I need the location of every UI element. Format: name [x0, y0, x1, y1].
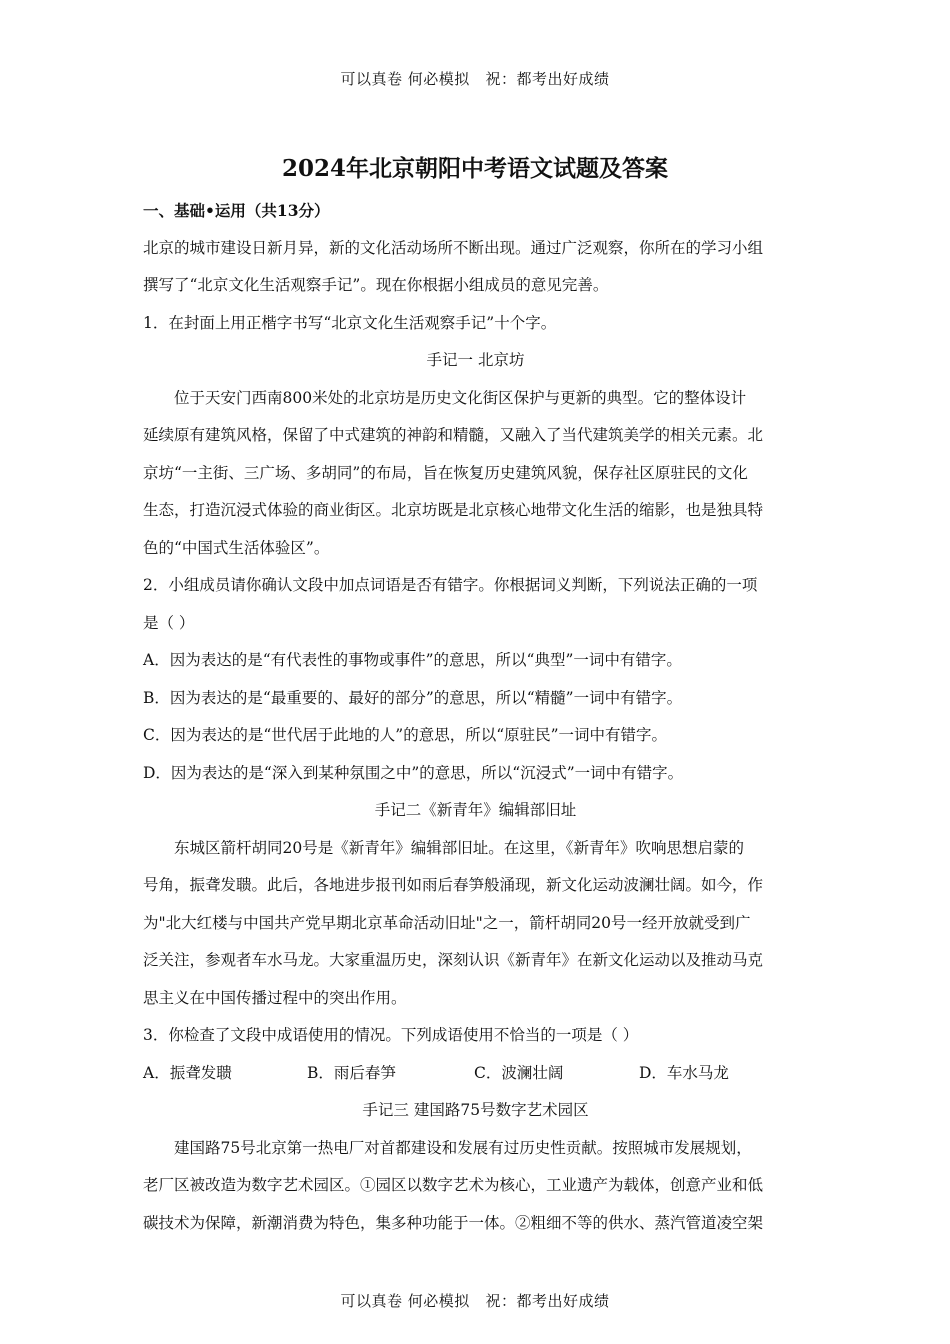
note1-line: 延续原有建筑风格，保留了中式建筑的神韵和精髓，又融入了当代建筑美学的相关元素。北 — [143, 426, 764, 444]
question-3-options — [143, 1055, 808, 1093]
question-2-option-a: A．因为表达的是“有代表性的事物或事件”的意思，所以“典型”一词中有错字。 — [143, 651, 682, 669]
question-2-stem: 是（ ） — [143, 613, 195, 632]
page-footer: 可以真卷 何必模拟 祝：都考出好成绩 — [340, 1292, 610, 1310]
note3-line: 老厂区被改造为数字艺术园区。①园区以数字艺术为核心，工业遗产为载体，创意产业和低 — [143, 1176, 764, 1194]
document-body — [143, 192, 808, 1242]
question-3-stem: 3．你检查了文段中成语使用的情况。下列成语使用不恰当的一项是（ ） — [143, 1026, 639, 1044]
note2-line: 东城区箭杆胡同20号是《新青年》编辑部旧址。在这里，《新青年》吹响思想启蒙的 — [174, 838, 744, 857]
intro-line: 北京的城市建设日新月异，新的文化活动场所不断出现。通过广泛观察，你所在的学习小组 — [143, 238, 764, 257]
note1-title: 手记一 北京坊 — [426, 351, 525, 369]
question-2-option-d: D．因为表达的是“深入到某种氛围之中”的意思，所以“沉浸式”一词中有错字。 — [143, 763, 684, 782]
note2-line: 泛关注，参观者车水马龙。大家重温历史，深刻认识《新青年》在新文化运动以及推动马克 — [143, 951, 764, 969]
note1-line: 色的“中国式生活体验区”。 — [143, 538, 330, 557]
note1-line: 生态，打造沉浸式体验的商业街区。北京坊既是北京核心地带文化生活的缩影，也是独具特 — [143, 501, 764, 519]
note2-line: 为"北大红楼与中国共产党早期北京革命活动旧址"之一，箭杆胡同20号一经开放就受到广 — [143, 913, 751, 932]
intro-line: 撰写了“北京文化生活观察手记”。现在你根据小组成员的意见完善。 — [143, 276, 609, 294]
note3-title: 手记三 建国路75号数字艺术园区 — [362, 1101, 589, 1119]
question-2-option-c: C．因为表达的是“世代居于此地的人”的意思，所以“原驻民”一词中有错字。 — [143, 726, 668, 744]
question-2-stem: 2．小组成员请你确认文段中加点词语是否有错字。你根据词义判断，下列说法正确的一项 — [143, 576, 758, 594]
question-3-option-a: A．振聋发聩 — [143, 1063, 232, 1082]
note3-line: 建国路75号北京第一热电厂对首都建设和发展有过历史性贡献。按照城市发展规划， — [174, 1138, 752, 1157]
question-3-option-d: D．车水马龙 — [639, 1063, 729, 1082]
section-heading: 一、基础•运用（共13分） — [143, 201, 330, 220]
page-header: 可以真卷 何必模拟 祝：都考出好成绩 — [340, 70, 610, 88]
question-3-option-b: B．雨后春笋 — [307, 1063, 396, 1082]
question-1: 1．在封面上用正楷字书写“北京文化生活观察手记”十个字。 — [143, 313, 557, 332]
note1-line: 位于天安门西南800米处的北京坊是历史文化街区保护与更新的典型。它的整体设计 — [174, 388, 747, 407]
question-3-option-c: C．波澜壮阔 — [474, 1063, 564, 1082]
document-title: 2024年北京朝阳中考语文试题及答案 — [281, 155, 668, 182]
note2-line: 思主义在中国传播过程中的突出作用。 — [143, 988, 407, 1007]
note1-line: 京坊“一主街、三广场、多胡同”的布局，旨在恢复历史建筑风貌，保存社区原驻民的文化 — [143, 463, 748, 482]
note3-line: 碳技术为保障，新潮消费为特色，集多种功能于一体。②粗细不等的供水、蒸汽管道凌空架 — [143, 1213, 764, 1232]
note2-line: 号角，振聋发聩。此后，各地进步报刊如雨后春笋般涌现，新文化运动波澜壮阔。如今，作 — [143, 876, 764, 894]
question-2-option-b: B．因为表达的是“最重要的、最好的部分”的意思，所以“精髓”一词中有错字。 — [143, 688, 683, 707]
note2-title: 手记二《新青年》编辑部旧址 — [374, 801, 577, 819]
